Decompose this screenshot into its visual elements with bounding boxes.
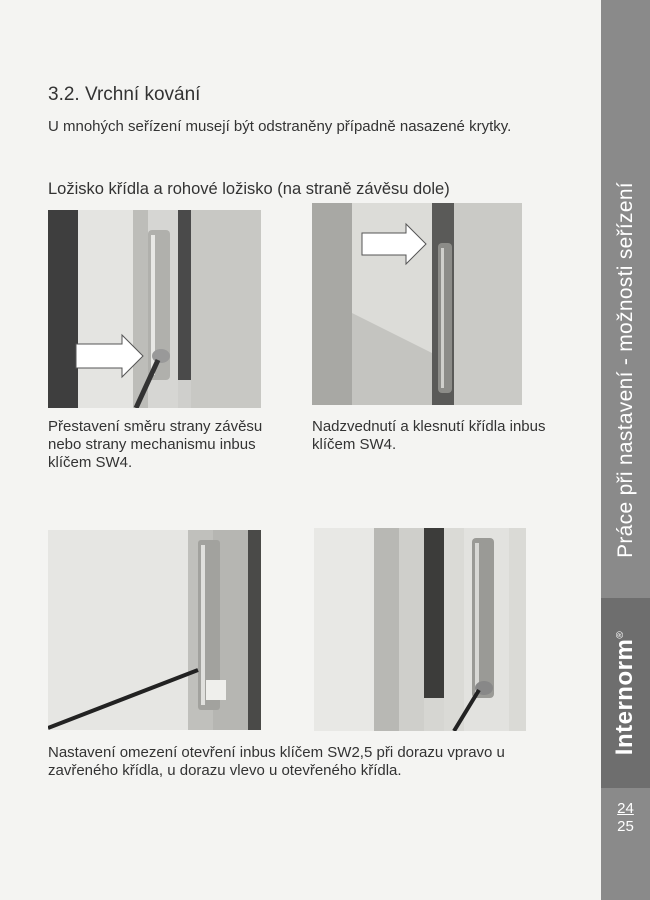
sidebar-section-label-wrap: [601, 155, 650, 585]
intro-text: U mnohých seřízení musejí být odstraněny případně nasazené krytky.: [48, 118, 512, 135]
caption-hinge-direction: Přestavení směru strany závěsu nebo strany mechanismu inbus klíčem SW4.: [48, 418, 263, 471]
page-number-left: 24: [617, 800, 634, 817]
sidebar-section-label: Práce při nastavení - možnosti seřízení: [613, 182, 637, 558]
brand-name: Internorm: [611, 638, 639, 756]
photo-sash-bearing: [48, 210, 261, 408]
caption-opening-limiter: Nastavení omezení otevření inbus klíčem SW2,5 při dorazu vpravo u zavřeného křídla, u dorazu vlevo u otevřeného křídla.: [48, 744, 505, 779]
brand-logo: [601, 598, 650, 788]
page-number-right: 25: [617, 818, 634, 835]
photo-hinge-lift: [312, 203, 522, 405]
caption-sash-lift: Nadzvednutí a klesnutí křídla inbus klíčem SW4.: [312, 418, 546, 453]
page-numbers: [601, 800, 650, 836]
photo-opening-limiter-right: [48, 530, 261, 730]
photo-opening-limiter-left: [314, 528, 526, 731]
section-title: 3.2. Vrchní kování: [48, 84, 201, 105]
subheading: Ložisko křídla a rohové ložisko (na straně závěsu dole): [48, 180, 450, 198]
brand-mark: ®: [615, 630, 627, 639]
